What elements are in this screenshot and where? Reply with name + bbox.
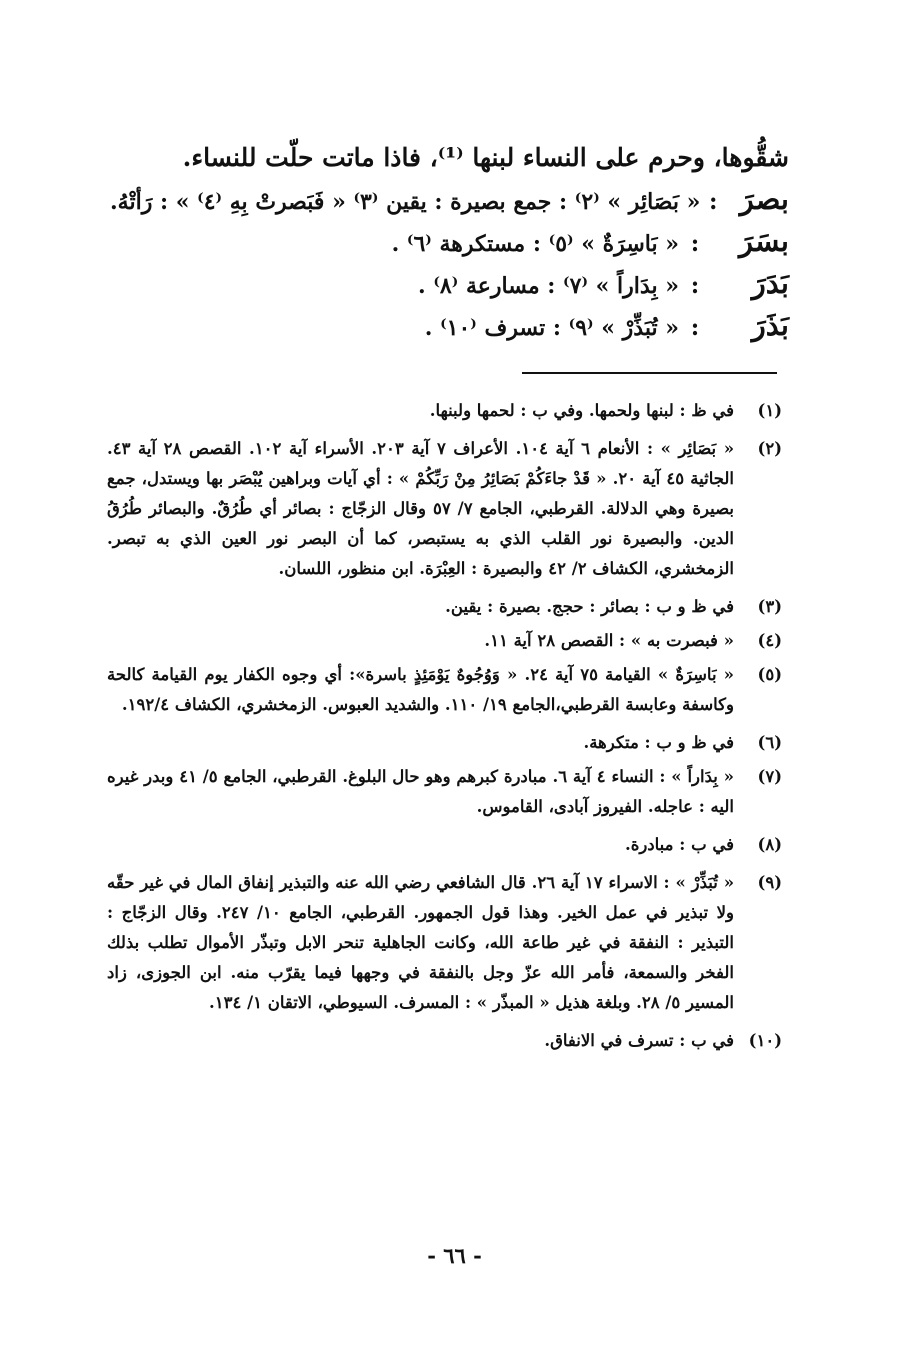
footnote-number: (٧) <box>757 767 782 786</box>
footnote-text: « بِدَاراً » : النساء ٤ آية ٦. مبادرة كبرهم وهو حال البلوغ. القرطبي، الجامع ٥/ ٤١ وبدر غيره اليه : عاجله. الفيروز آبادى، القاموس. <box>107 767 734 816</box>
entry-badhara <box>110 308 789 350</box>
footnote <box>107 592 782 622</box>
main-text <box>110 140 789 350</box>
footnote <box>107 1026 782 1056</box>
entry-badara <box>110 266 789 308</box>
footnote-text: « بَصَائِر » : الأنعام ٦ آية ١٠٤. الأعراف ٧ آية ٢٠٣. الأسراء آية ١٠٢. القصص ٢٨ آية ٤٣. الجاثية ٤٥ آية ٢٠. « قَدْ جاءَكُمْ بَصَائِرُ مِنْ رَبِّكُمْ » : أي آيات وبراهين يُبْصَر بها ويستدل، جمع بصيرة وهي الدلالة. القرطبي، الجامع ٧/ ٥٧ وقال الزجّاج : بصائر أي طُرُقٌ. والبصائر طُرُقُ الدين. والبصيرة نور القلب الذي به يستبصر، كما أن البصر نور العين الذي به تبصر. الزمخشري، الكشاف ٢/ ٤٢ والبصيرة : العِبْرَة. ابن منظور، اللسان. <box>107 439 735 578</box>
footnote-number: (٣) <box>757 597 782 616</box>
definition: « بَصَائِر » ⁽٢⁾ : جمع بصيرة : يقين ⁽٣⁾ « فَبَصرتْ بِهِ ⁽٤⁾ » : رَأتْهُ. <box>110 189 701 215</box>
footnote-number: (٤) <box>757 631 782 650</box>
footnote <box>107 660 782 720</box>
colon: : <box>690 314 700 341</box>
footnotes <box>107 396 782 1064</box>
entry-basara-2 <box>110 224 789 266</box>
footnote <box>107 434 782 584</box>
headword: بَذَرَ <box>751 308 789 342</box>
footnote-text: في ظ : لبنها ولحمها. وفي ب : لحمها ولبنها. <box>429 401 734 420</box>
footnote <box>107 396 782 426</box>
footnote-number: (١٠) <box>748 1031 782 1050</box>
footnote <box>107 868 782 1018</box>
footnote-number: (٢) <box>757 439 782 458</box>
footnote-number: (٦) <box>757 733 782 752</box>
colon: : <box>690 230 700 257</box>
footnote-number: (٨) <box>757 835 782 854</box>
footnote-text: « فبصرت به » : القصص ٢٨ آية ١١. <box>484 631 734 650</box>
headword: بسَرَ <box>739 224 789 258</box>
definition: « بَاسِرَةٌ » ⁽٥⁾ : مستكرهة ⁽٦⁾ . <box>391 231 679 257</box>
headword: بَدَرَ <box>751 266 789 300</box>
footnote-separator <box>522 372 777 374</box>
colon: : <box>690 272 700 299</box>
footnote <box>107 728 782 758</box>
intro-line: شقُّوها، وحرم على النساء لبنها ⁽¹⁾، فاذا ماتت حلّت للنساء. <box>182 143 789 172</box>
footnote-text: في ب : مبادرة. <box>624 835 734 854</box>
headword: بصرَ <box>739 182 789 216</box>
footnote-text: « تُبَذِّرْ » : الاسراء ١٧ آية ٢٦. قال الشافعي رضي الله عنه والتبذير إنفاق المال في غير حقّه ولا تبذير في عمل الخير. وهذا قول الجمهور. القرطبي، الجامع ١٠/ ٢٤٧. وقال الزجّاج : التبذير : النفقة في غير طاعة الله، وكانت الجاهلية تنحر الابل وتبذّر الأموال تطلب بذلك الفخر والسمعة، فأمر الله عزّ وجل بالنفقة في وجهها فيما يقرّب منه. ابن الجوزى، زاد المسير ٥/ ٢٨. وبلغة هذيل « المبذّر » : المسرف. السيوطي، الاتقان ١/ ١٣٤. <box>107 873 735 1012</box>
footnote-text: « بَاسِرَةٌ » القيامة ٧٥ آية ٢٤. « وَوُجُوهٌ يَوْمَئِذٍ باسرة»: أي وجوه الكفار يوم القيامة كالحة وكاسفة وعابسة القرطبي،الجامع ١٩/ ١١٠. والشديد العبوس. الزمخشري، الكشاف ١٩٢/٤. <box>107 665 734 714</box>
footnote <box>107 830 782 860</box>
footnote-text: في ب : تسرف في الانفاق. <box>544 1031 734 1050</box>
footnote-number: (٩) <box>757 873 782 892</box>
definition: « تُبَذِّرْ » ⁽٩⁾ : تسرف ⁽١٠⁾ . <box>424 315 679 341</box>
page-number: - ٦٦ - <box>427 1243 482 1268</box>
footnote <box>107 762 782 822</box>
entry-basara <box>110 182 789 224</box>
footnote <box>107 626 782 656</box>
colon: : <box>709 188 718 215</box>
footnote-text: في ظ و ب : بصائر : حجج. بصيرة : يقين. <box>445 597 734 616</box>
footnote-number: (٥) <box>757 665 782 684</box>
footnote-text: في ظ و ب : متكرهة. <box>583 733 734 752</box>
footnote-number: (١) <box>757 401 782 420</box>
definition: « بِدَاراً » ⁽٧⁾ : مسارعة ⁽٨⁾ . <box>418 273 679 299</box>
